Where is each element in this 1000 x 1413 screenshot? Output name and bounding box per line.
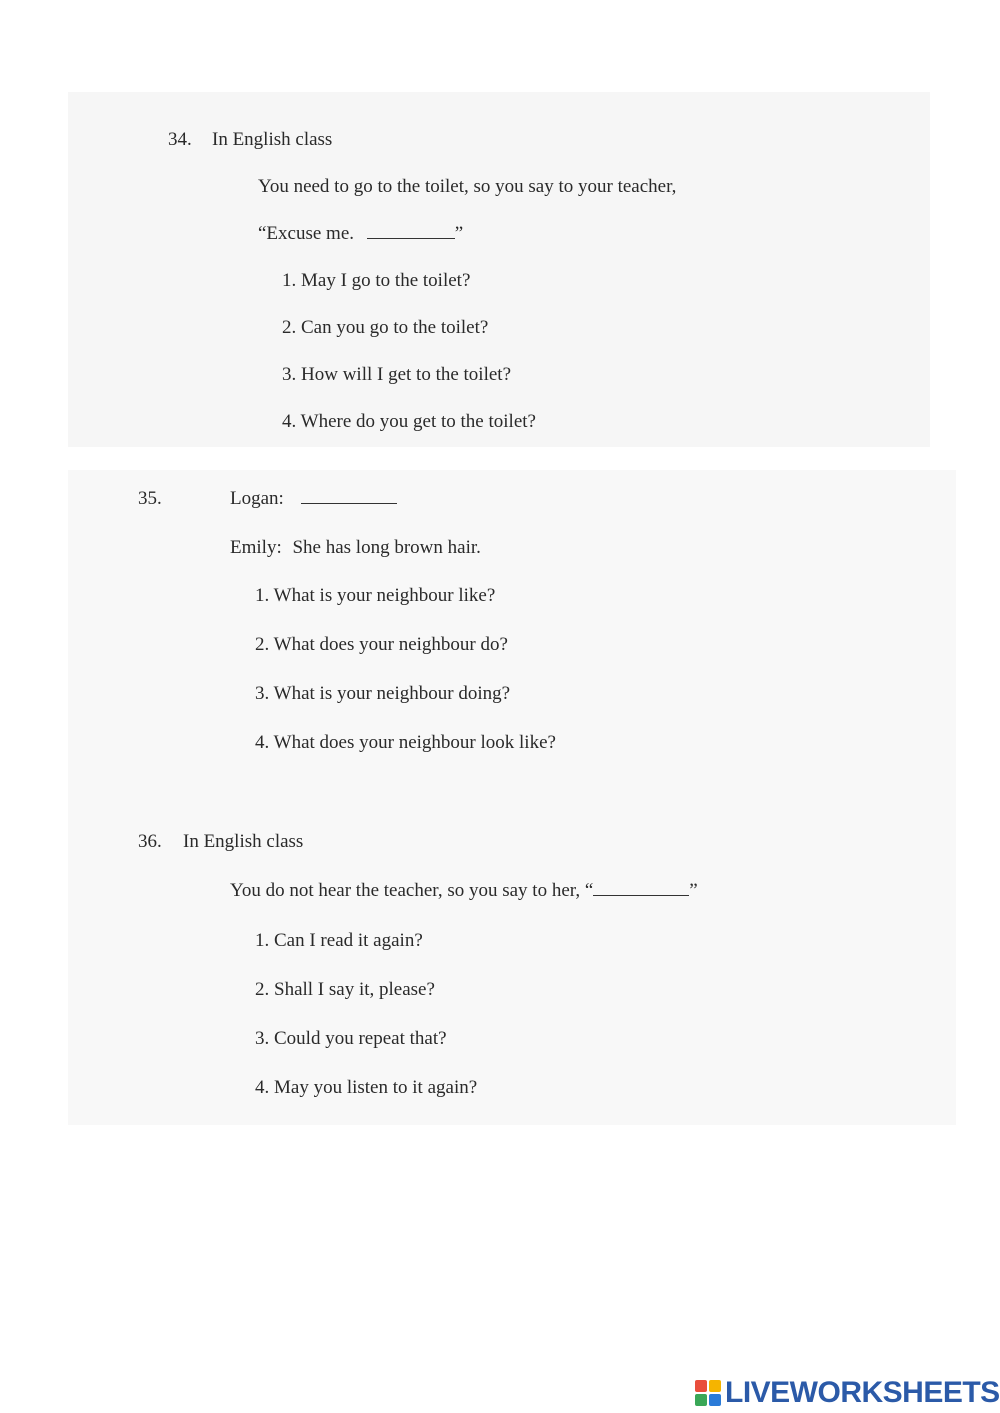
question-number: 36. — [138, 831, 162, 852]
question-prompt — [230, 879, 698, 903]
option-2[interactable]: 2. Can you go to the toilet? — [282, 317, 489, 338]
question-number: 34. — [168, 129, 192, 150]
scanned-page-section-bottom — [68, 470, 956, 1125]
quote-suffix: ” — [454, 223, 464, 244]
liveworksheets-logo — [695, 1378, 1000, 1408]
option-4[interactable]: 4. May you listen to it again? — [255, 1077, 478, 1098]
liveworksheets-logo-icon — [695, 1380, 721, 1406]
scanned-page-section-top — [68, 92, 930, 447]
question-prompt: You need to go to the toilet, so you say to your teacher, — [258, 176, 677, 197]
option-1[interactable]: 1. What is your neighbour like? — [255, 585, 496, 606]
quote-prefix: “Excuse me. — [258, 223, 355, 244]
question-context: In English class — [212, 129, 333, 150]
answer-blank[interactable] — [593, 881, 689, 896]
speaker-emily: Emily: — [230, 537, 282, 558]
answer-blank[interactable] — [301, 489, 397, 504]
logo-square-green — [695, 1394, 707, 1406]
option-2[interactable]: 2. Shall I say it, please? — [255, 979, 435, 1000]
option-3[interactable]: 3. How will I get to the toilet? — [282, 364, 512, 385]
option-3[interactable]: 3. Could you repeat that? — [255, 1028, 447, 1049]
option-1[interactable]: 1. May I go to the toilet? — [282, 270, 471, 291]
emily-line: She has long brown hair. — [292, 537, 481, 558]
question-context: In English class — [183, 831, 304, 852]
logo-square-red — [695, 1380, 707, 1392]
option-4[interactable]: 4. What does your neighbour look like? — [255, 732, 556, 753]
logo-text: LIVEWORKSHEETS — [725, 1376, 1000, 1409]
dialogue-line-2 — [230, 536, 481, 560]
speaker-logan: Logan: — [230, 488, 284, 509]
question-number: 35. — [138, 488, 162, 509]
question-quote — [258, 222, 463, 246]
logo-square-yellow — [709, 1380, 721, 1392]
quote-suffix: ” — [689, 880, 698, 901]
option-4[interactable]: 4. Where do you get to the toilet? — [282, 411, 536, 432]
logo-square-blue — [709, 1394, 721, 1406]
answer-blank[interactable] — [367, 224, 455, 239]
option-3[interactable]: 3. What is your neighbour doing? — [255, 683, 511, 704]
prompt-text: You do not hear the teacher, so you say to her, “ — [230, 880, 594, 901]
dialogue-line-1 — [230, 487, 397, 511]
option-2[interactable]: 2. What does your neighbour do? — [255, 634, 508, 655]
option-1[interactable]: 1. Can I read it again? — [255, 930, 423, 951]
